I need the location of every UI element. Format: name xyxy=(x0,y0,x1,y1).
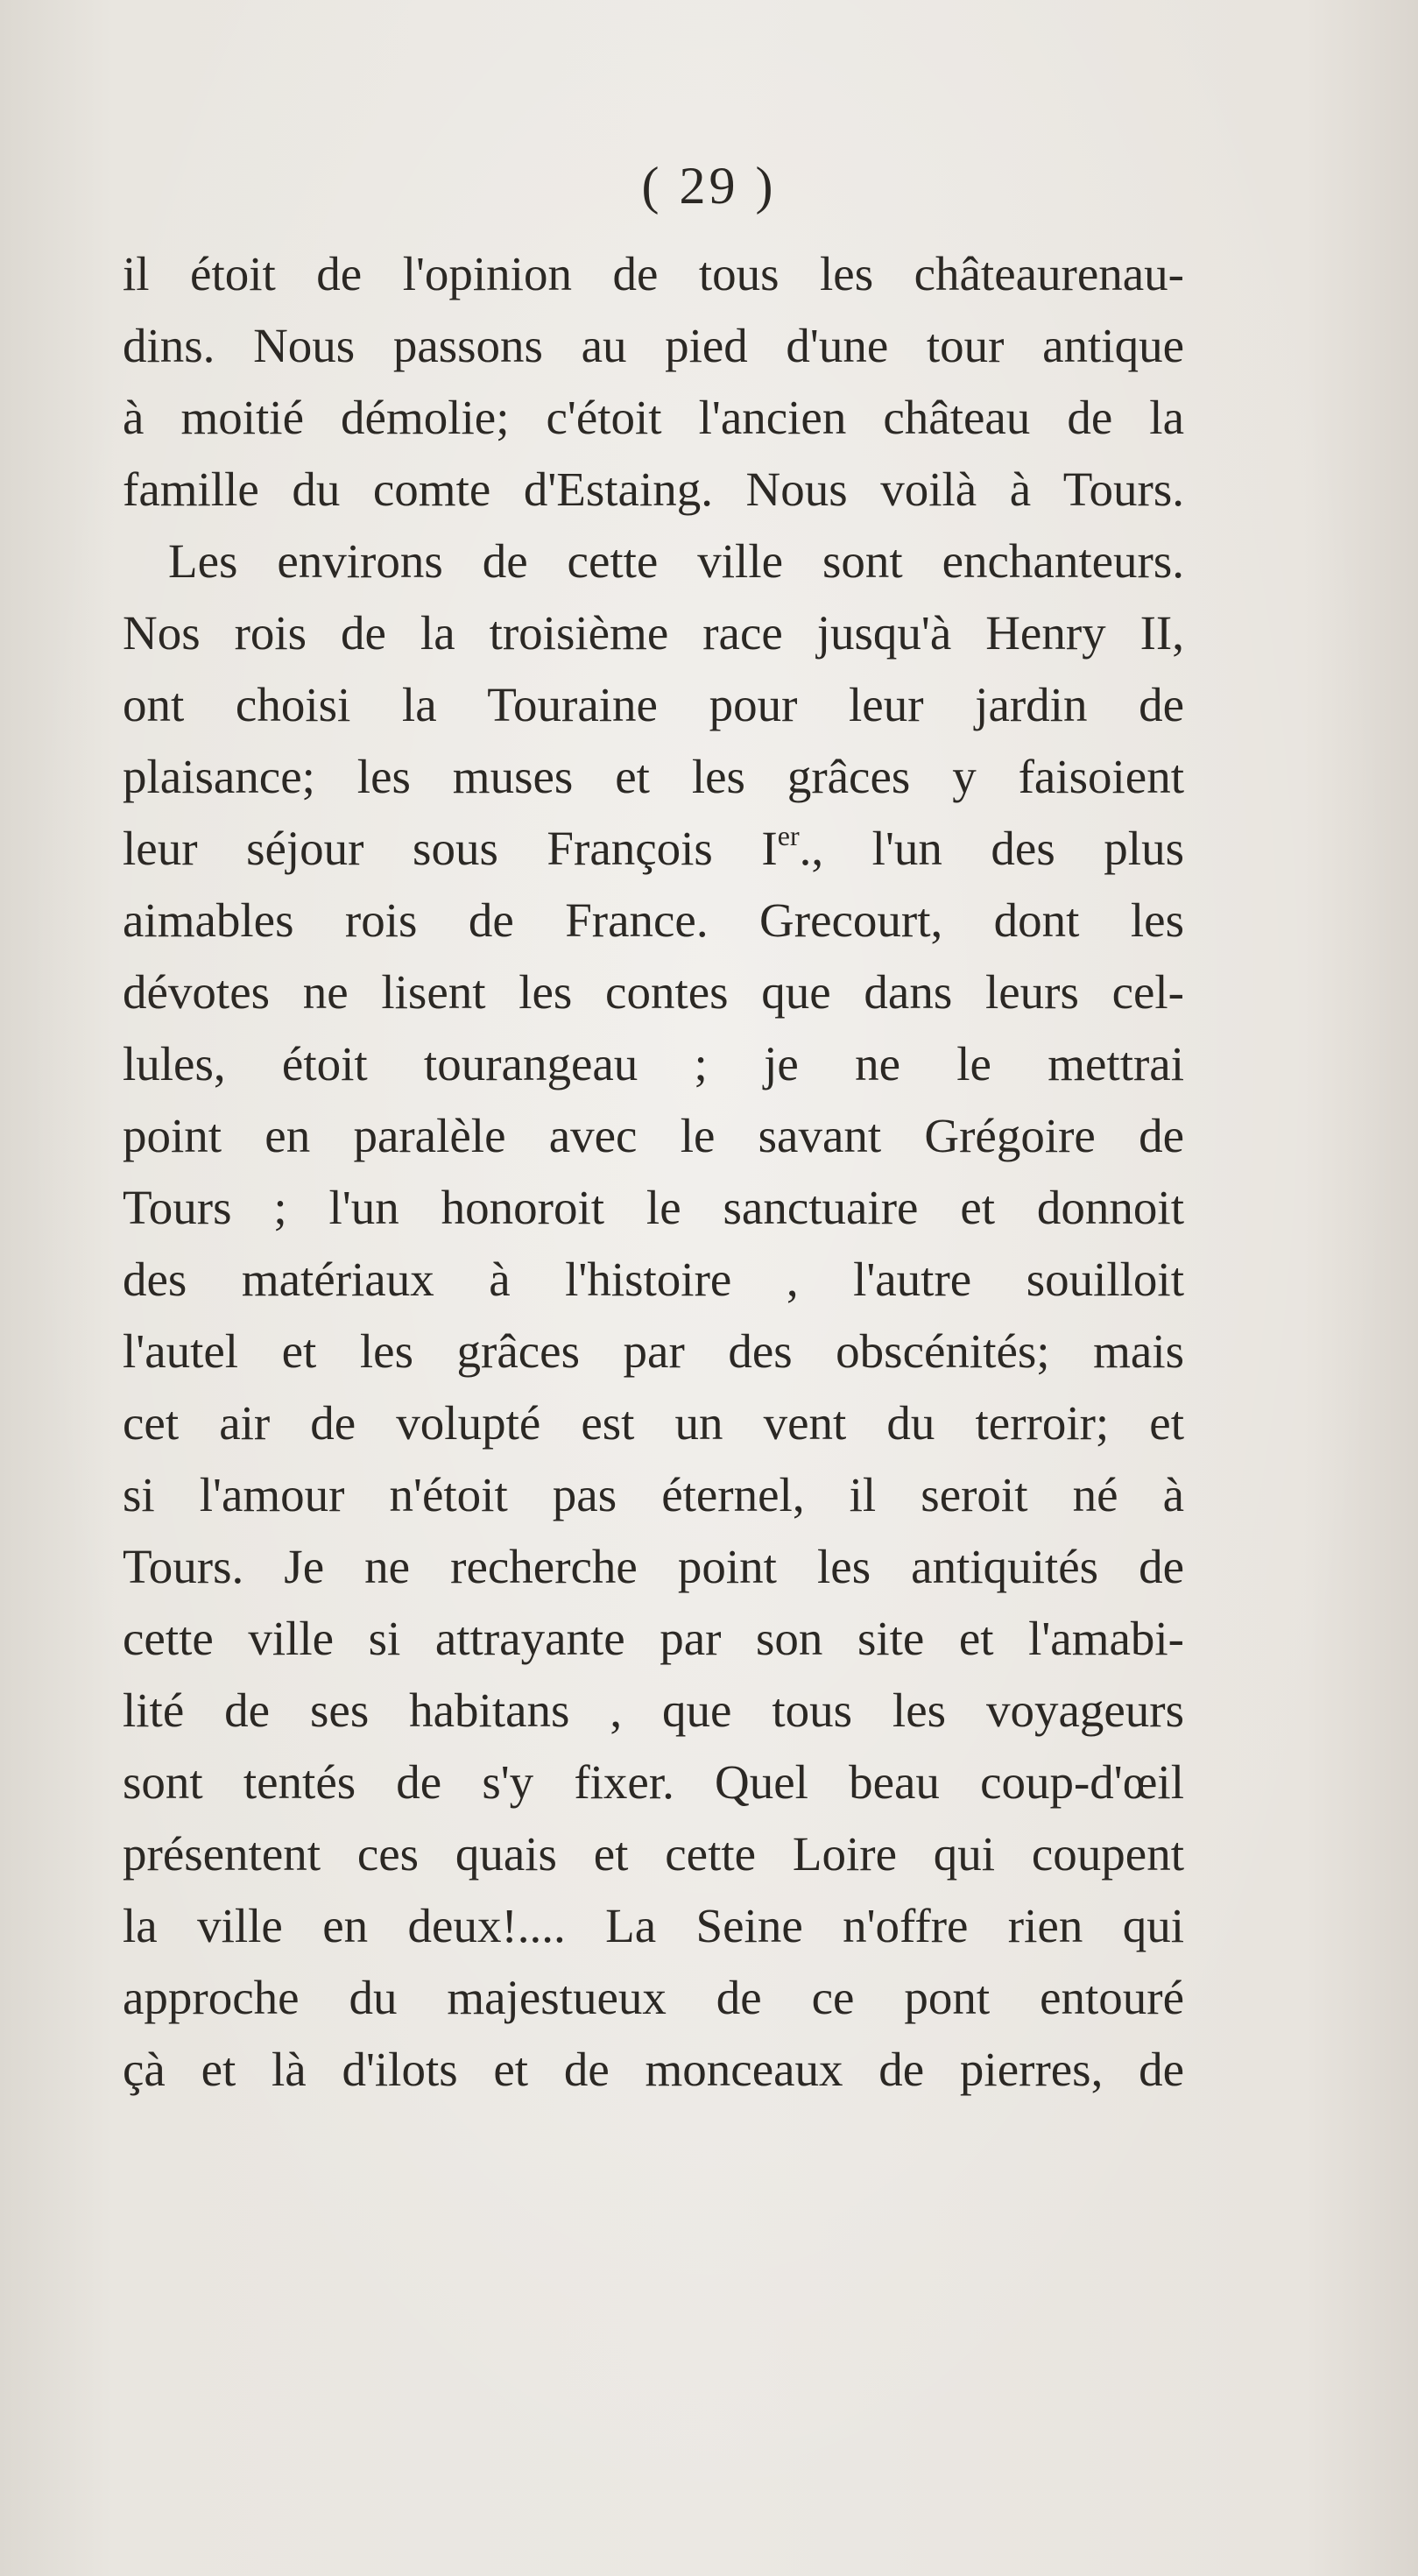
text-line xyxy=(123,669,1184,741)
text-line-content: sont tentés de s'y fixer. Quel beau coup-d'œil xyxy=(123,1755,1184,1809)
text-line xyxy=(123,813,1184,885)
text-line xyxy=(123,382,1184,454)
text-line-content: plaisance; les muses et les grâces y faisoient xyxy=(123,750,1184,803)
text-line-content: aimables rois de France. Grecourt, dont les xyxy=(123,893,1184,947)
text-line xyxy=(123,1387,1184,1459)
text-line xyxy=(123,1244,1184,1316)
text-line xyxy=(123,1603,1184,1675)
text-line-content: l'autel et les grâces par des obscénités; mais xyxy=(123,1324,1184,1378)
text-line xyxy=(123,454,1184,526)
text-line xyxy=(123,1172,1184,1244)
page-number: ( 29 ) xyxy=(641,157,777,215)
text-line-content: la ville en deux!.... La Seine n'offre rien qui xyxy=(123,1899,1184,1952)
text-line-content: des matériaux à l'histoire , l'autre souilloit xyxy=(123,1253,1184,1306)
text-line xyxy=(123,1100,1184,1172)
superscript: er xyxy=(777,820,800,851)
text-line-content: si l'amour n'étoit pas éternel, il seroit né à xyxy=(123,1468,1184,1521)
text-line-content: cet air de volupté est un vent du terroir; et xyxy=(123,1396,1184,1450)
text-line xyxy=(123,1531,1184,1603)
text-line-content: leur séjour sous François I xyxy=(123,822,778,875)
text-line xyxy=(123,238,1184,310)
text-line-content: lité de ses habitans , que tous les voyageurs xyxy=(123,1683,1184,1737)
text-line-content: approche du majestueux de ce pont entouré xyxy=(123,1971,1184,2024)
text-line xyxy=(123,1818,1184,1890)
text-line xyxy=(123,1747,1184,1818)
text-line-content: lules, étoit tourangeau ; je ne le mettrai xyxy=(123,1037,1184,1090)
text-line-content: dévotes ne lisent les contes que dans leurs cel- xyxy=(123,965,1184,1019)
text-line-content: çà et là d'ilots et de monceaux de pierres, de xyxy=(123,2043,1184,2096)
text-line xyxy=(123,741,1184,813)
text-line xyxy=(123,1028,1184,1100)
text-line xyxy=(123,1459,1184,1531)
text-line-content: point en paralèle avec le savant Grégoire de xyxy=(123,1109,1184,1162)
text-line xyxy=(123,1890,1184,1962)
text-line-content: ont choisi la Touraine pour leur jardin de xyxy=(123,678,1184,731)
text-line xyxy=(123,1675,1184,1747)
text-line xyxy=(123,310,1184,382)
text-line xyxy=(123,526,1184,597)
text-line xyxy=(123,1962,1184,2034)
text-line-content: Tours. Je ne recherche point les antiquités de xyxy=(123,1540,1184,1593)
text-line-continuation: ., l'un des plus xyxy=(799,822,1184,875)
text-line-content: Tours ; l'un honoroit le sanctuaire et donnoit xyxy=(123,1181,1184,1234)
body-text xyxy=(123,238,1184,2106)
text-line xyxy=(123,885,1184,956)
text-line-content: il étoit de l'opinion de tous les châteaurenau- xyxy=(123,247,1184,300)
text-line-content: présentent ces quais et cette Loire qui coupent xyxy=(123,1827,1184,1881)
text-line-content: cette ville si attrayante par son site et l'amabi- xyxy=(123,1612,1184,1665)
text-line-content: Nos rois de la troisième race jusqu'à Henry II, xyxy=(123,606,1184,660)
text-line xyxy=(123,956,1184,1028)
text-line xyxy=(123,597,1184,669)
text-line-content: à moitié démolie; c'étoit l'ancien château de la xyxy=(123,391,1184,444)
text-line-content: dins. Nous passons au pied d'une tour antique xyxy=(123,319,1184,372)
text-line xyxy=(123,1316,1184,1387)
text-line xyxy=(123,2034,1184,2106)
text-line-content: Les environs de cette ville sont enchanteurs. xyxy=(168,534,1184,588)
text-line-content: famille du comte d'Estaing. Nous voilà à Tours. xyxy=(123,462,1184,516)
